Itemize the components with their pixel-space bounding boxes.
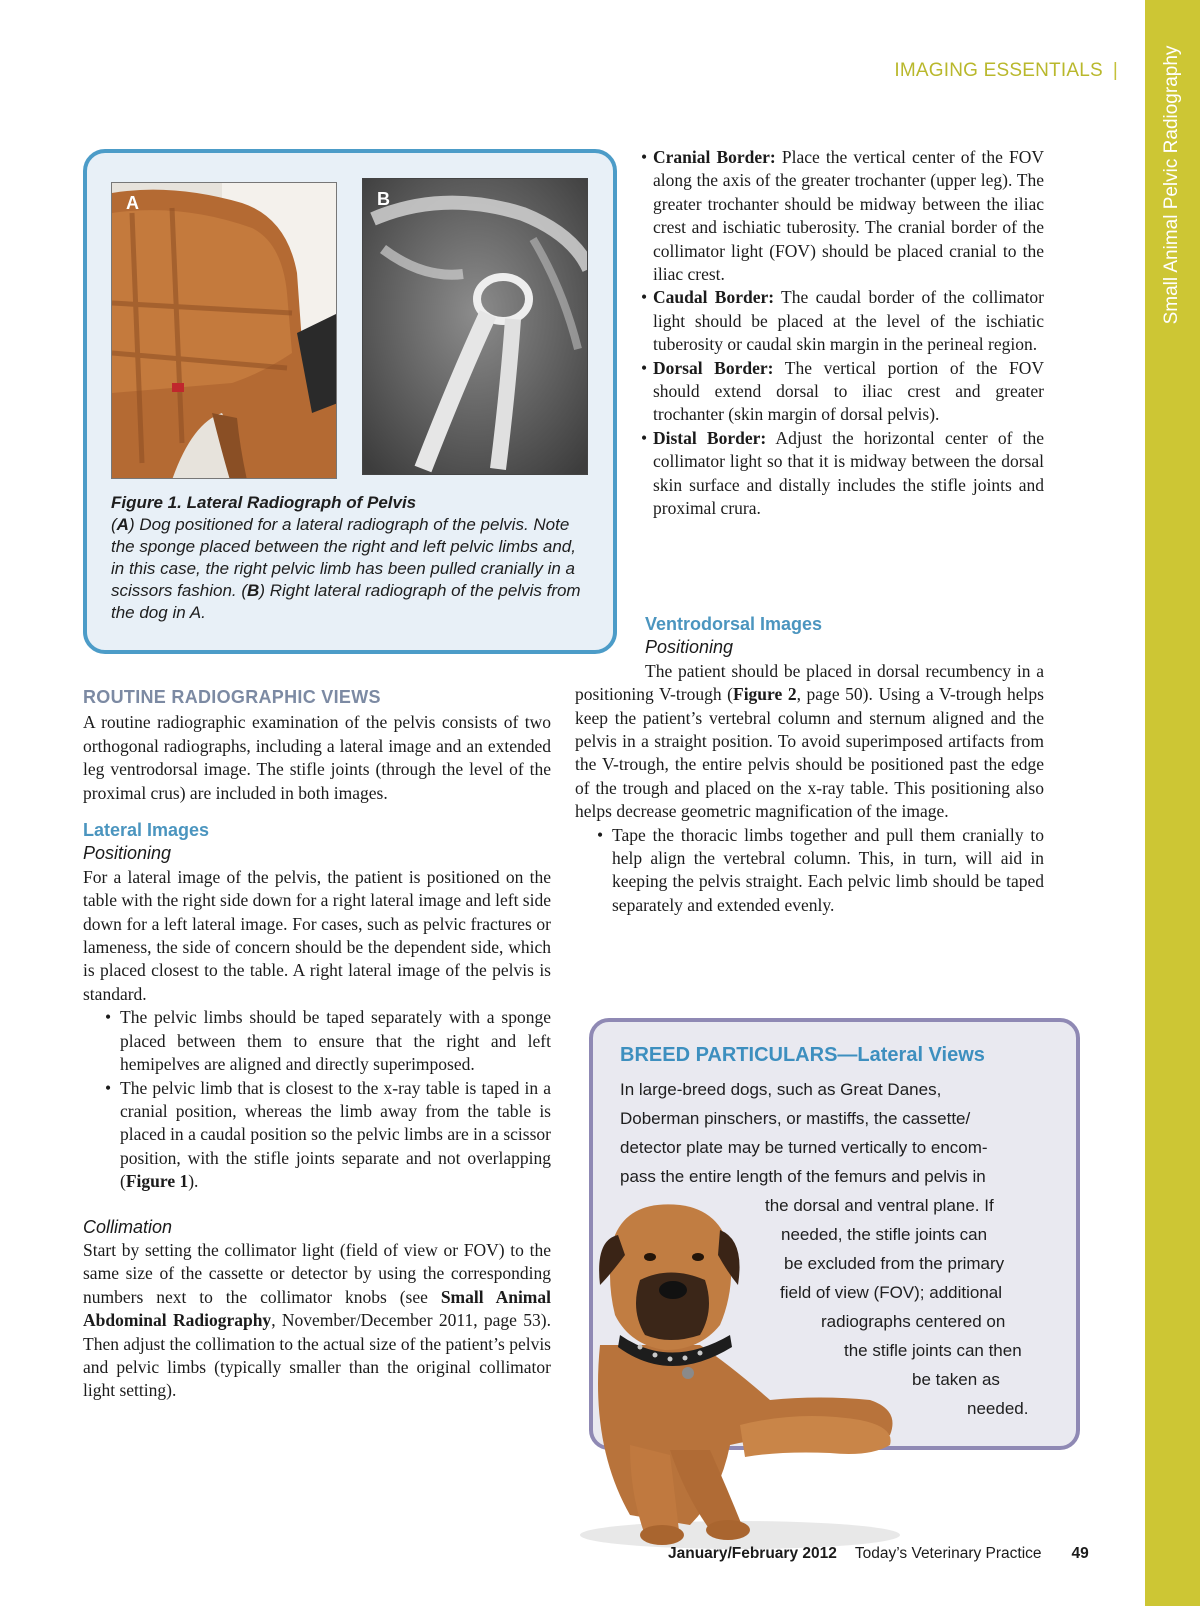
mastiff-dog-image — [570, 1195, 910, 1555]
collimation-paragraph — [83, 1239, 551, 1403]
right-column-borders — [641, 146, 1044, 521]
breed-line: field of view (FOV); additional — [780, 1283, 1003, 1302]
dog-photo-illustration — [112, 183, 337, 479]
breed-line: the stifle joints can then — [844, 1341, 1022, 1360]
figure-caption — [111, 492, 581, 624]
list-item — [641, 286, 1044, 356]
border-bullets — [641, 146, 1044, 521]
caption-text: ) Right lateral radiograph of the pelvis from the dog in A. — [111, 581, 581, 622]
breed-line: the dorsal and ventral plane. If — [765, 1196, 994, 1215]
list-item — [641, 357, 1044, 427]
paragraph-text: , page 50). Using a V-trough helps keep the patient’s vertebral column and sternum aligned and the pelvis in a straight position. To avoid superimposed artifacts from the V-trough, the entire pelvis should be positioned past the edge of the trough and placed on the x-ray table. This positioning also helps decrease geometric magnification of the image. — [575, 684, 1044, 822]
vd-paragraph — [575, 660, 1044, 824]
bullet-text: ). — [188, 1171, 199, 1192]
list-item — [641, 146, 1044, 286]
lateral-bullets — [107, 1006, 551, 1193]
border-text: The caudal border of the collimator light should be placed at the level of the ischiatic tuberosity or caudal skin margin in the perineal region. — [653, 287, 1045, 355]
breed-line: be taken as — [912, 1370, 1000, 1389]
right-column-ventrodorsal — [575, 613, 1044, 917]
section-header — [894, 60, 1118, 82]
caption-ref-b: B — [247, 581, 260, 600]
header-separator: | — [1112, 60, 1118, 81]
figure-1-box — [83, 149, 617, 654]
border-label: Caudal Border: — [653, 287, 775, 308]
section-title-routine-views: ROUTINE RADIOGRAPHIC VIEWS — [83, 687, 381, 707]
photo-dog-lateral — [111, 182, 337, 479]
photo-radiograph — [362, 178, 588, 475]
page-footer — [668, 1545, 1089, 1563]
radiograph-illustration — [363, 179, 588, 475]
subhead-lateral-images: Lateral Images — [83, 820, 210, 841]
vd-bullets — [599, 824, 1044, 918]
breed-line: detector plate may be turned vertically to encom- — [620, 1138, 988, 1157]
photo-a-label: A — [126, 193, 139, 213]
breed-line: be excluded from the primary — [784, 1254, 1005, 1273]
list-item — [107, 1077, 551, 1194]
list-item: • Tape the thoracic limbs together and pull them cranially to help align the vertebral column. This, in turn, will aid in keeping the pelvis straight. Each pelvic limb should be taped separately and extended evenly. — [599, 824, 1044, 918]
footer-magazine: Today’s Veterinary Practice — [854, 1545, 1042, 1562]
list-item: • The pelvic limbs should be taped separately with a sponge placed between them to ensure that the right and left hemipelves are aligned and directly superimposed. — [107, 1006, 551, 1076]
footer-issue: January/February 2012 — [668, 1545, 837, 1562]
photo-b-label: B — [377, 189, 390, 209]
intro-paragraph: A routine radiographic examination of the pelvis consists of two orthogonal radiographs, including a lateral image and an extended leg ventrodorsal image. The stifle joints (through the level of the proximal crus) are included in both images. — [83, 712, 551, 803]
breed-box-title: BREED PARTICULARS—Lateral Views — [620, 1044, 985, 1066]
article-ref: Small Animal Abdominal Radiography — [83, 1286, 552, 1331]
subhead-vd-positioning: Positioning — [645, 637, 734, 658]
left-column — [83, 686, 551, 1403]
caption-ref-a: A — [116, 515, 129, 534]
list-item — [641, 427, 1044, 521]
border-text: The vertical portion of the FOV should extend dorsal to iliac crest and greater trochanter (skin margin of dorsal pelvis). — [653, 357, 1045, 425]
border-text: Adjust the horizontal center of the collimator light so that it is midway between the dorsal skin surface and distally includes the stifle joints and proximal crura. — [653, 427, 1044, 519]
paragraph-text: The patient should be placed in dorsal recumbency in a positioning V-trough ( — [575, 660, 1044, 705]
breed-line: Doberman pinschers, or mastiffs, the cassette/ — [620, 1109, 971, 1128]
caption-text: ) Dog positioned for a lateral radiograph of the pelvis. Note the sponge placed between the right and left pelvic limbs and, in this case, the right pelvic limb has been pulled cranially in a scissors fashion. ( — [111, 515, 576, 600]
breed-line: radiographs centered on — [821, 1312, 1006, 1331]
border-label: Dorsal Border: — [653, 357, 774, 378]
paragraph-text: Start by setting the collimator light (field of view or FOV) to the same size of the cassette or detector by using the corresponding numbers next to the collimator knobs (see — [83, 1239, 551, 1307]
border-label: Cranial Border: — [653, 147, 776, 167]
breed-line: pass the entire length of the femurs and pelvis in — [620, 1167, 986, 1186]
sidebar-title: Small Animal Pelvic Radiography — [1161, 45, 1182, 325]
subhead-ventrodorsal-images: Ventrodorsal Images — [645, 614, 823, 634]
breed-line: In large-breed dogs, such as Great Danes, — [620, 1080, 942, 1099]
border-label: Distal Border: — [653, 427, 767, 448]
subhead-collimation: Collimation — [83, 1216, 173, 1237]
figure-ref: Figure 1 — [125, 1171, 189, 1192]
page-number: 49 — [1071, 1545, 1089, 1562]
section-header-label: IMAGING ESSENTIALS — [894, 60, 1103, 81]
breed-line: needed, the stifle joints can — [781, 1225, 988, 1244]
figure-caption-title: Figure 1. Lateral Radiograph of Pelvis — [111, 493, 417, 512]
subhead-positioning: Positioning — [83, 843, 172, 864]
breed-line: needed. — [967, 1399, 1029, 1418]
caption-text: ( — [111, 515, 117, 534]
paragraph-text: , November/December 2011, page 53). Then adjust the collimation to the actual size of the patient’s pelvis and pelvic limbs (typically smaller than the original collimator light setting). — [83, 1310, 551, 1401]
lateral-paragraph: For a lateral image of the pelvis, the patient is positioned on the table with the right side down for a right lateral image and left side down for a left lateral image. For cases, such as pelvic fractures or lameness, the side of concern should be the dependent side, which is placed closest to the table. A right lateral image of the pelvis is standard. — [83, 866, 551, 1004]
figure-ref: Figure 2 — [733, 684, 797, 705]
bullet-text: The pelvic limb that is closest to the x-ray table is taped in a cranial position, whereas the limb away from the table is placed in a caudal position so the pelvic limbs are in a scissor position, with the stifle joints separate and not overlapping ( — [120, 1077, 551, 1192]
border-text: Place the vertical center of the FOV along the axis of the greater trochanter (upper leg). The greater trochanter should be midway between the iliac crest and ischiatic tuberosity. The cranial border of the collimator light (FOV) should be placed cranial to the iliac crest. — [653, 147, 1044, 285]
